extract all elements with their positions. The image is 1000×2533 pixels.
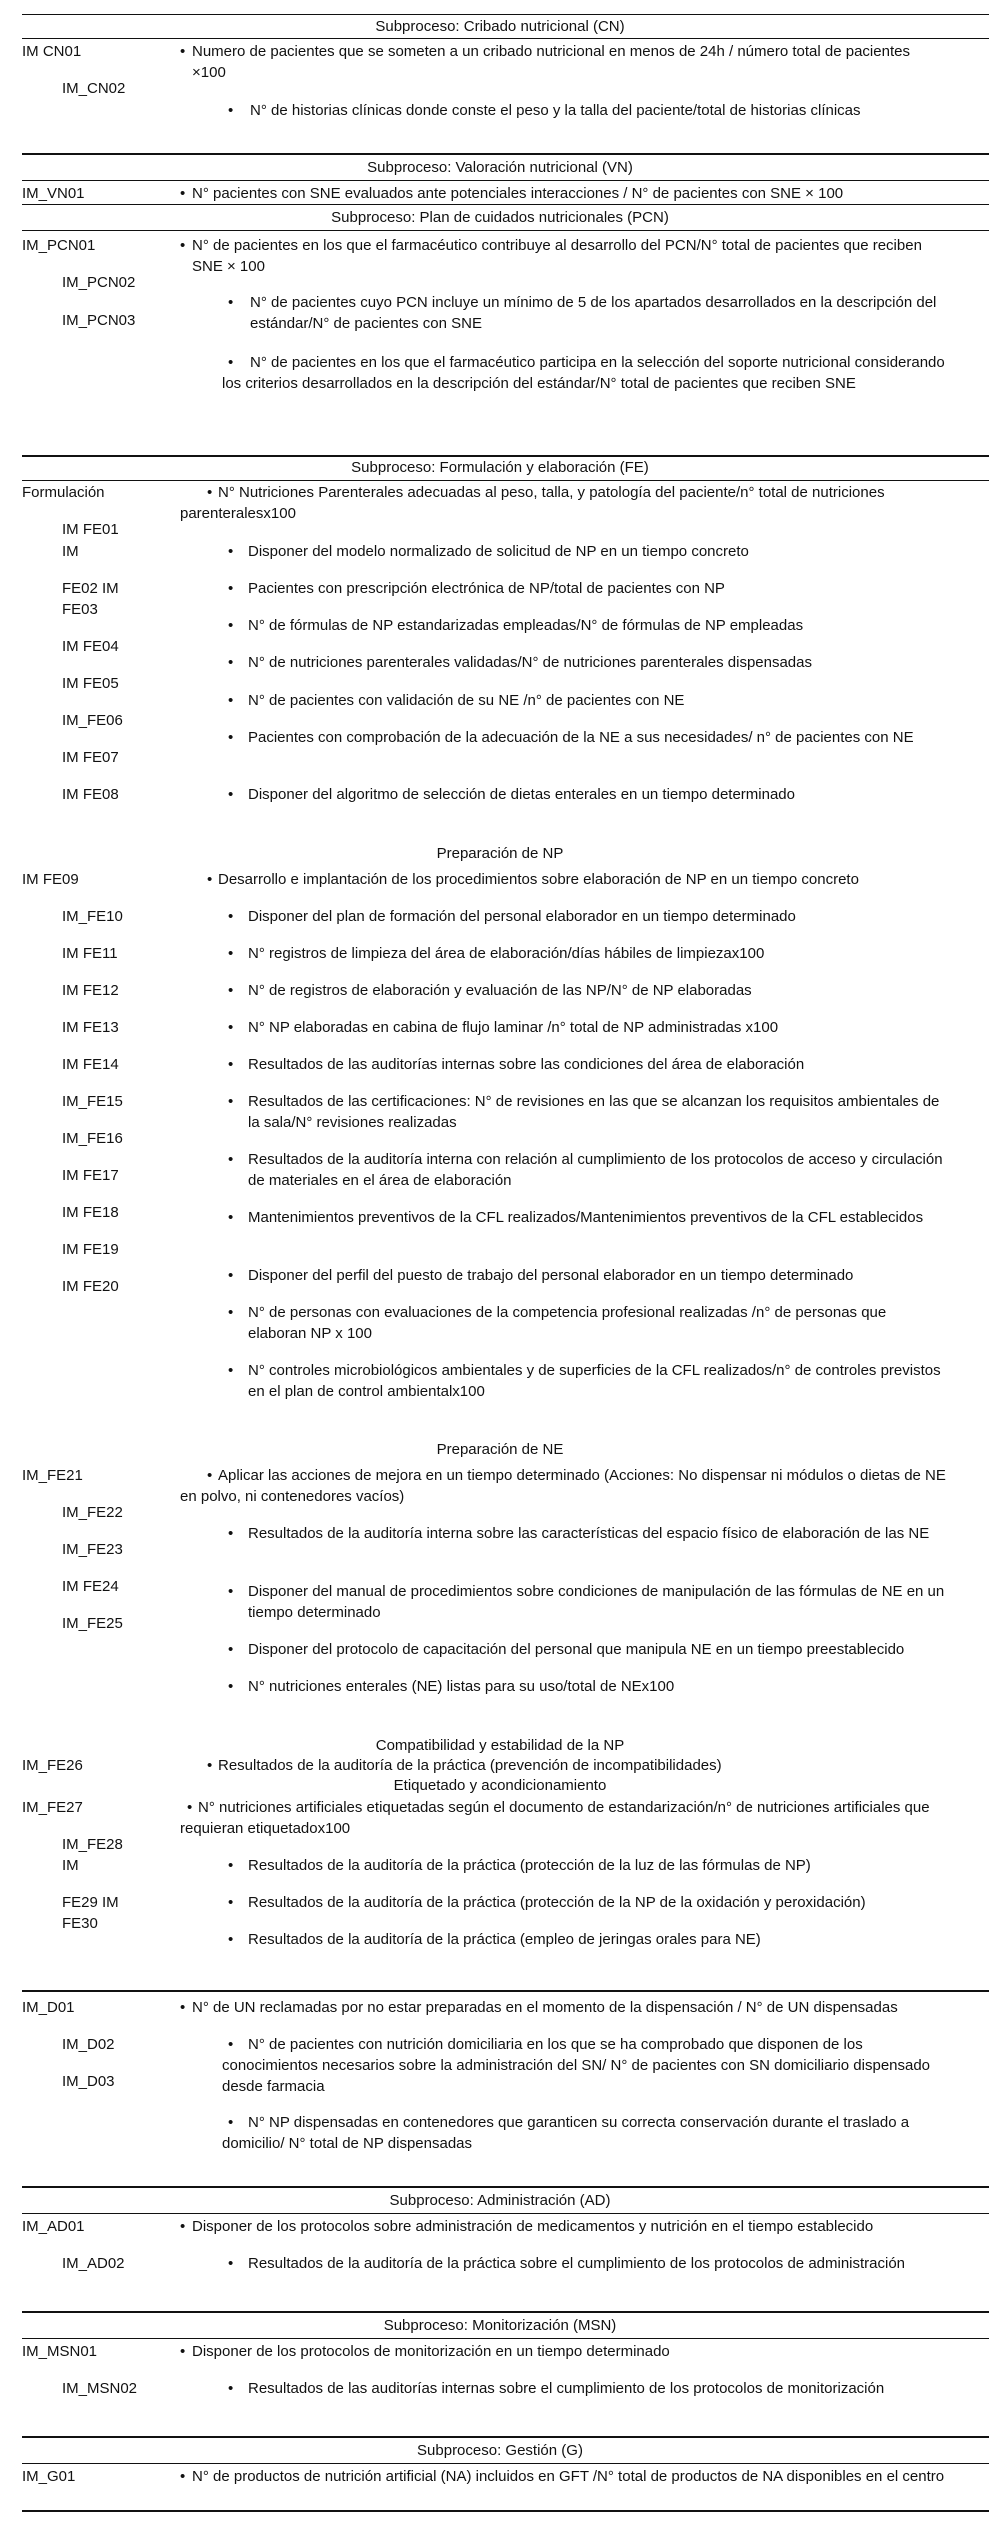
rule — [22, 14, 989, 15]
code: IM FE09 — [22, 871, 79, 888]
rule — [22, 2510, 989, 2512]
bullet: • — [228, 1857, 234, 1874]
rule — [22, 38, 989, 39]
code: FE30 — [62, 1915, 98, 1932]
bullet: • — [228, 1304, 234, 1321]
bullet: • — [228, 1931, 234, 1948]
bullet: • — [228, 1894, 234, 1911]
code: IM FE07 — [62, 749, 119, 766]
bullet: • — [180, 185, 186, 202]
section-header-pcn: Subproceso: Plan de cuidados nutricionales (PCN) — [331, 209, 669, 226]
item-fe04: N° de fórmulas de NP estandarizadas empleadas/N° de fórmulas de NP empleadas — [248, 617, 804, 634]
code: IM FE05 — [62, 675, 119, 692]
item-fe08: Disponer del algoritmo de selección de dietas enterales en un tiempo determinado — [248, 786, 795, 803]
bullet: • — [187, 1799, 193, 1816]
item-msn01: Disponer de los protocolos de monitorización en un tiempo determinado — [192, 2343, 670, 2360]
bullet: • — [180, 2343, 186, 2360]
section-header-vn: Subproceso: Valoración nutricional (VN) — [367, 159, 633, 176]
subheader-prep-ne: Preparación de NE — [436, 1441, 564, 1458]
bullet: • — [228, 654, 234, 671]
bullet: • — [228, 2255, 234, 2272]
item-fe27: N° nutriciones artificiales etiquetadas según el documento de estandarización/n° de nutriciones artificiales que requieran etiquetadox100 — [180, 1799, 930, 1837]
code: IM FE24 — [62, 1578, 119, 1595]
code-pcn03: IM_PCN03 — [62, 312, 136, 329]
code: IM FE12 — [62, 982, 119, 999]
bullet: • — [228, 354, 234, 371]
item-fe17: Mantenimientos preventivos de la CFL realizados/Mantenimientos preventivos de la CFL establecidos — [248, 1209, 924, 1226]
rule — [22, 204, 989, 205]
code: FE03 — [62, 601, 98, 618]
rule — [22, 2463, 989, 2464]
item-fe24: Disponer del protocolo de capacitación del personal que manipula NE en un tiempo preestablecido — [248, 1641, 905, 1658]
bullet: • — [228, 1093, 234, 1110]
item-fe18: Disponer del perfil del puesto de trabajo del personal elaborador en un tiempo determinado — [248, 1267, 854, 1284]
code: IM_FE21 — [22, 1467, 83, 1484]
code: IM_AD01 — [22, 2218, 85, 2235]
rule — [22, 2213, 989, 2214]
section-header-g: Subproceso: Gestión (G) — [417, 2442, 583, 2459]
rule — [22, 2186, 989, 2188]
bullet: • — [228, 1267, 234, 1284]
code: IM FE13 — [62, 1019, 119, 1036]
code: IM FE04 — [62, 638, 119, 655]
bullet: • — [228, 982, 234, 999]
code: IM FE18 — [62, 1204, 119, 1221]
code-pcn02: IM_PCN02 — [62, 274, 136, 291]
item-fe30: Resultados de la auditoría de la práctica (empleo de jeringas orales para NE) — [248, 1931, 761, 1948]
item-vn01: N° pacientes con SNE evaluados ante potenciales interacciones / N° de pacientes con SNE × 100 — [192, 185, 844, 202]
bullet: • — [228, 294, 234, 311]
item-fe09: Desarrollo e implantación de los procedimientos sobre elaboración de NP en un tiempo concreto — [218, 871, 859, 888]
bullet: • — [207, 871, 213, 888]
bullet: • — [180, 237, 186, 254]
item-fe20: N° controles microbiológicos ambientales y de superficies de la CFL realizados/n° de controles previstos en el plan de control ambientalx100 — [248, 1362, 941, 1400]
code-vn01: IM_VN01 — [22, 185, 85, 202]
rule — [22, 1990, 989, 1992]
bullet: • — [228, 1151, 234, 1168]
item-fe16: Resultados de la auditoría interna con relación al cumplimiento de los protocolos de acceso y circulación de materiales en el área de elaboración — [248, 1151, 943, 1189]
code: IM FE11 — [62, 945, 118, 962]
code: IM_AD02 — [62, 2255, 125, 2272]
bullet: • — [180, 2468, 186, 2485]
item-ad02: Resultados de la auditoría de la práctica sobre el cumplimiento de los protocolos de administración — [248, 2255, 906, 2272]
bullet: • — [228, 1362, 234, 1379]
section-header-msn: Subproceso: Monitorización (MSN) — [383, 2317, 617, 2334]
bullet: • — [228, 729, 234, 746]
code: IM FE08 — [62, 786, 119, 803]
section-header-cn: Subproceso: Cribado nutricional (CN) — [375, 18, 625, 35]
subheader-prep-np: Preparación de NP — [436, 845, 564, 862]
item-fe05: N° de nutriciones parenterales validadas/N° de nutriciones parenterales dispensadas — [248, 654, 812, 671]
rule — [22, 230, 989, 231]
item-pcn03: N° de pacientes en los que el farmacéutico participa en la selección del soporte nutricional considerando los criterios desarrollados en la descripción del estándar/N° total de pacientes que reciben SNE — [222, 354, 945, 392]
bullet: • — [228, 2380, 234, 2397]
item-fe11: N° registros de limpieza del área de elaboración/días hábiles de limpiezax100 — [248, 945, 765, 962]
item-fe06: N° de pacientes con validación de su NE /n° de pacientes con NE — [248, 692, 685, 709]
bullet: • — [207, 1757, 213, 1774]
code: IM — [62, 543, 79, 560]
code: IM_FE16 — [62, 1130, 123, 1147]
bullet: • — [180, 1999, 186, 2016]
code: IM_FE15 — [62, 1093, 123, 1110]
item-g01: N° de productos de nutrición artificial (NA) incluidos en GFT /N° total de productos de NA disponibles en el centro — [192, 2468, 945, 2485]
bullet: • — [228, 617, 234, 634]
section-header-ad: Subproceso: Administración (AD) — [389, 2192, 611, 2209]
code: IM FE17 — [62, 1167, 119, 1184]
bullet: • — [207, 484, 213, 501]
bullet: • — [228, 908, 234, 925]
item-pcn01: N° de pacientes en los que el farmacéutico contribuye al desarrollo del PCN/N° total de pacientes que reciben SNE × 100 — [192, 237, 922, 275]
code: IM_D01 — [22, 1999, 75, 2016]
code: FE02 IM — [62, 580, 119, 597]
bullet: • — [228, 102, 234, 119]
section-header-fe: Subproceso: Formulación y elaboración (FE) — [351, 459, 649, 476]
item-fe21: Aplicar las acciones de mejora en un tiempo determinado (Acciones: No dispensar ni módulos o dietas de NE en polvo, ni contenedores vacíos) — [180, 1467, 946, 1505]
bullet: • — [228, 2114, 234, 2131]
bullet: • — [228, 945, 234, 962]
item-fe15: Resultados de las certificaciones: N° de revisiones en las que se alcanzan los requisitos ambientales de la sala/N° revisiones realizadas — [248, 1093, 940, 1131]
rule — [22, 2436, 989, 2438]
rule — [22, 180, 989, 181]
bullet: • — [228, 2036, 234, 2053]
bullet: • — [228, 543, 234, 560]
bullet: • — [228, 1056, 234, 1073]
code: IM_FE10 — [62, 908, 123, 925]
item-fe02: Disponer del modelo normalizado de solicitud de NP en un tiempo concreto — [248, 543, 749, 560]
formulacion-label: Formulación — [22, 484, 105, 501]
bullet: • — [180, 43, 186, 60]
item-d01: N° de UN reclamadas por no estar preparadas en el momento de la dispensación / N° de UN dispensadas — [192, 1999, 898, 2016]
code: IM_D03 — [62, 2073, 115, 2090]
item-fe07: Pacientes con comprobación de la adecuación de la NE a sus necesidades/ n° de pacientes con NE — [248, 729, 914, 746]
code: IM_MSN01 — [22, 2343, 98, 2360]
bullet: • — [228, 1583, 234, 1600]
code: IM_MSN02 — [62, 2380, 138, 2397]
code: IM_FE27 — [22, 1799, 83, 1816]
item-cn02: N° de historias clínicas donde conste el peso y la talla del paciente/total de historias clínicas — [250, 102, 861, 119]
bullet: • — [228, 1019, 234, 1036]
bullet: • — [228, 1209, 234, 1226]
bullet: • — [228, 1525, 234, 1542]
subheader-etiq: Etiquetado y acondicionamiento — [393, 1777, 607, 1794]
code: IM FE20 — [62, 1278, 119, 1295]
code: IM FE01 — [62, 521, 119, 538]
item-fe12: N° de registros de elaboración y evaluación de las NP/N° de NP elaboradas — [248, 982, 752, 999]
rule — [22, 2338, 989, 2339]
item-fe29: Resultados de la auditoría de la práctica (protección de la NP de la oxidación y peroxidación) — [248, 1894, 866, 1911]
code: IM_FE25 — [62, 1615, 123, 1632]
item-d03: N° NP dispensadas en contenedores que garanticen su correcta conservación durante el traslado a domicilio/ N° total de NP dispensadas — [222, 2114, 910, 2152]
code: IM — [62, 1857, 79, 1874]
code: IM_FE22 — [62, 1504, 123, 1521]
code: IM FE19 — [62, 1241, 119, 1258]
item-fe26: Resultados de la auditoría de la práctica (prevención de incompatibilidades) — [218, 1757, 722, 1774]
rule — [22, 153, 989, 155]
code-pcn01: IM_PCN01 — [22, 237, 96, 254]
code: IM_G01 — [22, 2468, 76, 2485]
item-d02: N° de pacientes con nutrición domiciliaria en los que se ha comprobado que disponen de los conocimientos necesarios sobre la administración del SN/ N° de pacientes con SN domiciliario dispensado desde farmacia — [222, 2036, 931, 2095]
rule — [22, 2311, 989, 2313]
item-fe03: Pacientes con prescripción electrónica de NP/total de pacientes con NP — [248, 580, 725, 597]
code: FE29 IM — [62, 1894, 119, 1911]
bullet: • — [207, 1467, 213, 1484]
rule — [22, 480, 989, 481]
item-pcn02: N° de pacientes cuyo PCN incluye un mínimo de 5 de los apartados desarrollados en la descripción del estándar/N° de pacientes con SNE — [250, 294, 937, 332]
code: IM_FE28 — [62, 1836, 123, 1853]
code: IM_FE26 — [22, 1757, 83, 1774]
item-fe22: Resultados de la auditoría interna sobre las características del espacio físico de elaboración de las NE — [248, 1525, 930, 1542]
item-fe19: N° de personas con evaluaciones de la competencia profesional realizadas /n° de personas que elaboran NP x 100 — [248, 1304, 887, 1342]
bullet: • — [228, 1641, 234, 1658]
code: IM_FE23 — [62, 1541, 123, 1558]
bullet: • — [228, 580, 234, 597]
item-fe25: N° nutriciones enterales (NE) listas para su uso/total de NEx100 — [248, 1678, 675, 1695]
code-cn02: IM_CN02 — [62, 80, 126, 97]
code: IM_D02 — [62, 2036, 115, 2053]
bullet: • — [180, 2218, 186, 2235]
bullet: • — [228, 1678, 234, 1695]
code-cn01: IM CN01 — [22, 43, 82, 60]
code: IM_FE06 — [62, 712, 123, 729]
item-fe23: Disponer del manual de procedimientos sobre condiciones de manipulación de las fórmulas de NE en un tiempo determinado — [248, 1583, 945, 1621]
bullet: • — [228, 786, 234, 803]
subheader-compat: Compatibilidad y estabilidad de la NP — [375, 1737, 625, 1754]
item-fe01: N° Nutriciones Parenterales adecuadas al peso, talla, y patología del paciente/n° total de nutriciones parenteralesx100 — [180, 484, 885, 522]
item-fe28: Resultados de la auditoría de la práctica (protección de la luz de las fórmulas de NP) — [248, 1857, 811, 1874]
code: IM FE14 — [62, 1056, 119, 1073]
item-cn01: Numero de pacientes que se someten a un cribado nutricional en menos de 24h / número total de pacientes ×100 — [192, 43, 910, 81]
item-ad01: Disponer de los protocolos sobre administración de medicamentos y nutrición en el tiempo establecido — [192, 2218, 874, 2235]
item-msn02: Resultados de las auditorías internas sobre el cumplimiento de los protocolos de monitorización — [248, 2380, 885, 2397]
bullet: • — [228, 692, 234, 709]
item-fe10: Disponer del plan de formación del personal elaborador en un tiempo determinado — [248, 908, 796, 925]
item-fe14: Resultados de las auditorías internas sobre las condiciones del área de elaboración — [248, 1056, 805, 1073]
item-fe13: N° NP elaboradas en cabina de flujo laminar /n° total de NP administradas x100 — [248, 1019, 779, 1036]
